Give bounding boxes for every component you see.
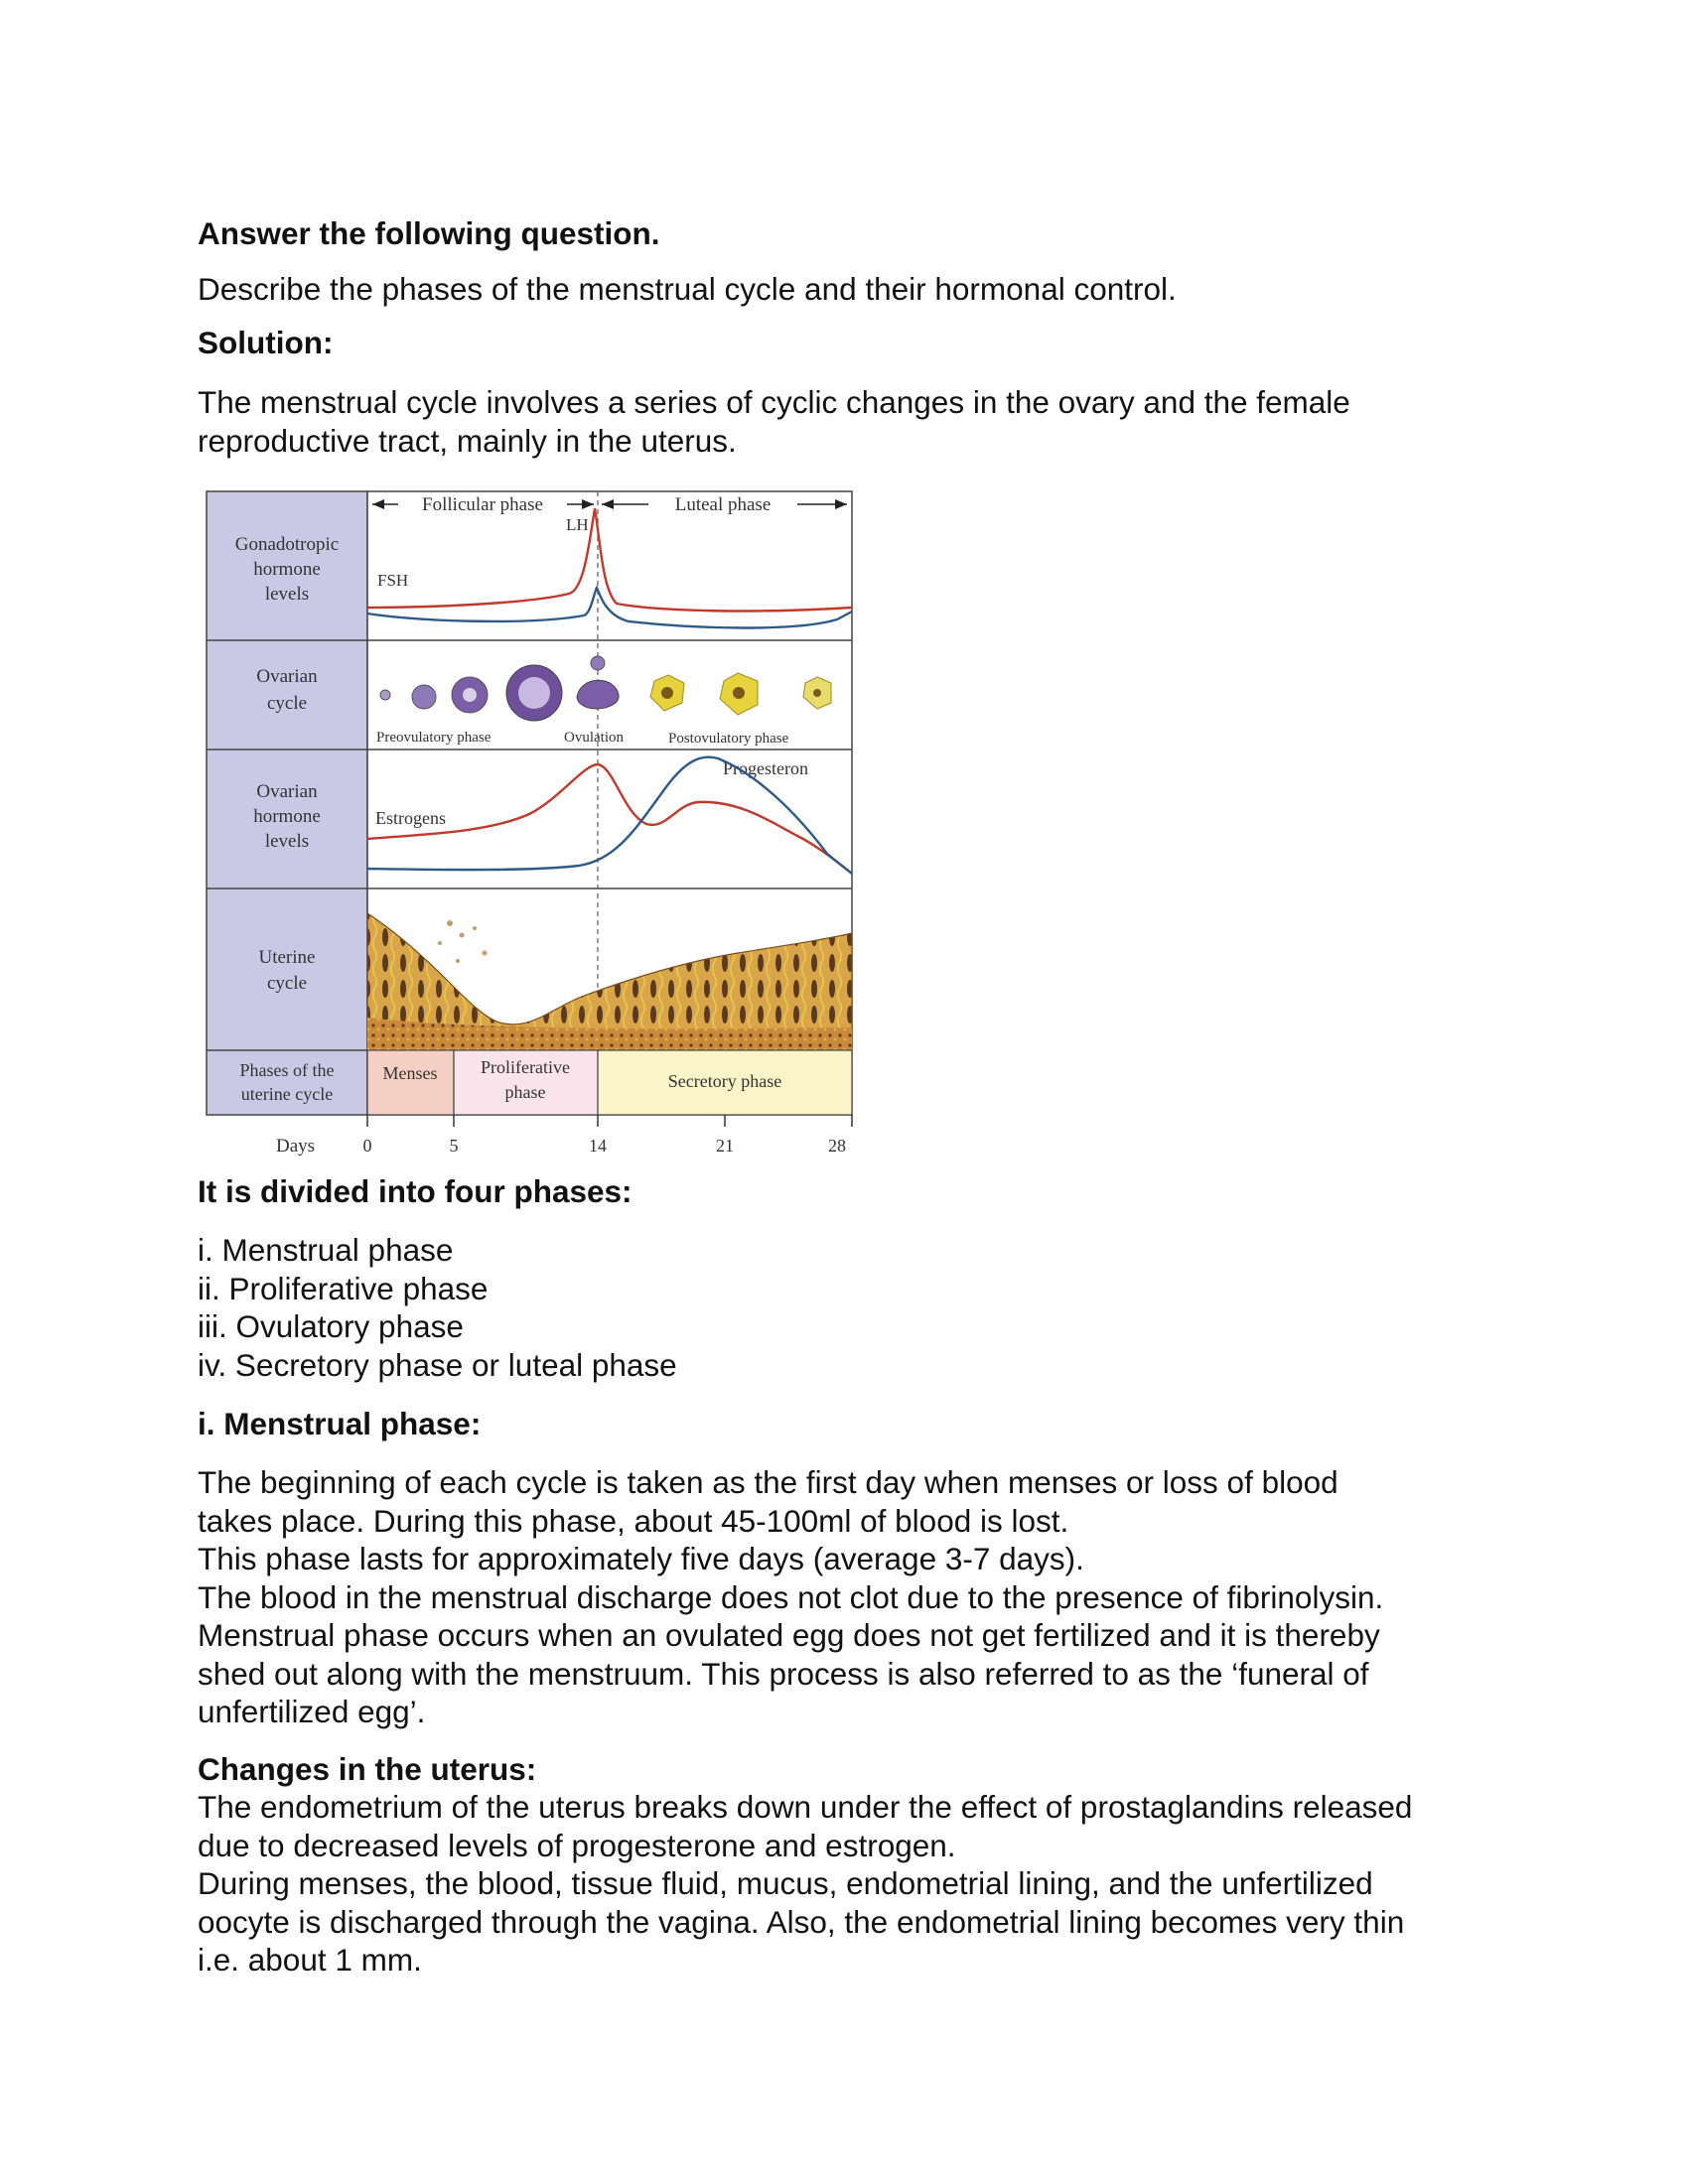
- svg-text:cycle: cycle: [266, 973, 308, 994]
- menstrual-paragraph: [198, 1463, 1518, 1731]
- days-tick-labels: [363, 1136, 847, 1156]
- paragraph-line: oocyte is discharged through the vagina. Also, the endometrial lining becomes very thin: [198, 1903, 1405, 1940]
- lh-label: LH: [566, 515, 589, 534]
- days-ticks: [367, 1115, 852, 1127]
- paragraph-line: The beginning of each cycle is taken as the first day when menses or loss of blood: [198, 1464, 1338, 1500]
- uterus-paragraph: [198, 1788, 1518, 1979]
- proliferative-label-2: phase: [504, 1082, 546, 1102]
- list-item: ii. Proliferative phase: [198, 1270, 489, 1306]
- estrogens-label: Estrogens: [375, 808, 446, 828]
- follicular-phase-label: Follicular phase: [422, 494, 543, 515]
- intro-line: reproductive tract, mainly in the uterus.: [198, 422, 737, 459]
- paragraph-line: During menses, the blood, tissue fluid, mucus, endometrial lining, and the unfertilized: [198, 1865, 1373, 1901]
- progesteron-label: Progesteron: [723, 758, 808, 778]
- svg-text:hormone: hormone: [253, 806, 321, 827]
- paragraph-line: due to decreased levels of progesterone and estrogen.: [198, 1827, 956, 1863]
- svg-text:Gonadotropic: Gonadotropic: [234, 534, 340, 555]
- solution-label: Solution:: [198, 325, 334, 360]
- day-tick-21: 21: [716, 1136, 734, 1156]
- proliferative-label-1: Proliferative: [481, 1057, 570, 1077]
- paragraph-line: i.e. about 1 mm.: [198, 1942, 422, 1978]
- list-item: iv. Secretory phase or luteal phase: [198, 1346, 677, 1383]
- svg-text:cycle: cycle: [266, 693, 308, 714]
- days-axis-label: Days: [276, 1136, 316, 1157]
- intro-line: The menstrual cycle involves a series of cyclic changes in the ovary and the female: [198, 384, 1350, 420]
- preovulatory-label: Preovulatory phase: [376, 730, 492, 746]
- day-tick-14: 14: [589, 1136, 607, 1156]
- ovulation-label: Ovulation: [564, 730, 624, 746]
- uterus-heading: Changes in the uterus:: [198, 1751, 537, 1787]
- question-heading: Answer the following question.: [198, 215, 660, 251]
- svg-text:uterine cycle: uterine cycle: [240, 1084, 334, 1104]
- svg-text:levels: levels: [264, 584, 310, 605]
- menstrual-heading: i. Menstrual phase:: [198, 1406, 482, 1441]
- svg-text:Uterine: Uterine: [258, 947, 316, 968]
- svg-text:Ovarian: Ovarian: [256, 781, 318, 802]
- divided-heading: It is divided into four phases:: [198, 1173, 633, 1209]
- postovulatory-label: Postovulatory phase: [668, 731, 789, 747]
- paragraph-line: Menstrual phase occurs when an ovulated egg does not get fertilized and it is thereby: [198, 1617, 1380, 1653]
- paragraph-line: takes place. During this phase, about 45-100ml of blood is lost.: [198, 1502, 1069, 1539]
- fsh-label: FSH: [377, 571, 409, 590]
- question-text: Describe the phases of the menstrual cycle and their hormonal control.: [198, 271, 1177, 307]
- svg-text:Ovarian: Ovarian: [256, 666, 318, 687]
- paragraph-line: shed out along with the menstruum. This process is also referred to as the ‘funeral of: [198, 1655, 1369, 1692]
- luteal-phase-label: Luteal phase: [674, 494, 772, 515]
- menses-label: Menses: [382, 1063, 438, 1083]
- day-tick-0: 0: [362, 1136, 372, 1156]
- paragraph-line: This phase lasts for approximately five days (average 3-7 days).: [198, 1541, 1084, 1576]
- intro-paragraph: [198, 383, 1518, 460]
- secretory-label: Secretory phase: [667, 1071, 782, 1091]
- phases-list: [198, 1231, 1518, 1384]
- list-item: iii. Ovulatory phase: [198, 1308, 464, 1344]
- menstrual-cycle-diagram: [202, 486, 857, 1161]
- svg-text:Phases of the: Phases of the: [239, 1060, 335, 1080]
- paragraph-line: unfertilized egg’.: [198, 1694, 426, 1729]
- day-tick-28: 28: [828, 1136, 846, 1156]
- list-item: i. Menstrual phase: [198, 1232, 454, 1268]
- day-tick-5: 5: [449, 1136, 459, 1156]
- paragraph-line: The endometrium of the uterus breaks down under the effect of prostaglandins released: [198, 1789, 1413, 1825]
- svg-text:levels: levels: [264, 831, 310, 852]
- paragraph-line: The blood in the menstrual discharge does not clot due to the presence of fibrinolysin.: [198, 1578, 1384, 1615]
- svg-text:hormone: hormone: [253, 559, 321, 580]
